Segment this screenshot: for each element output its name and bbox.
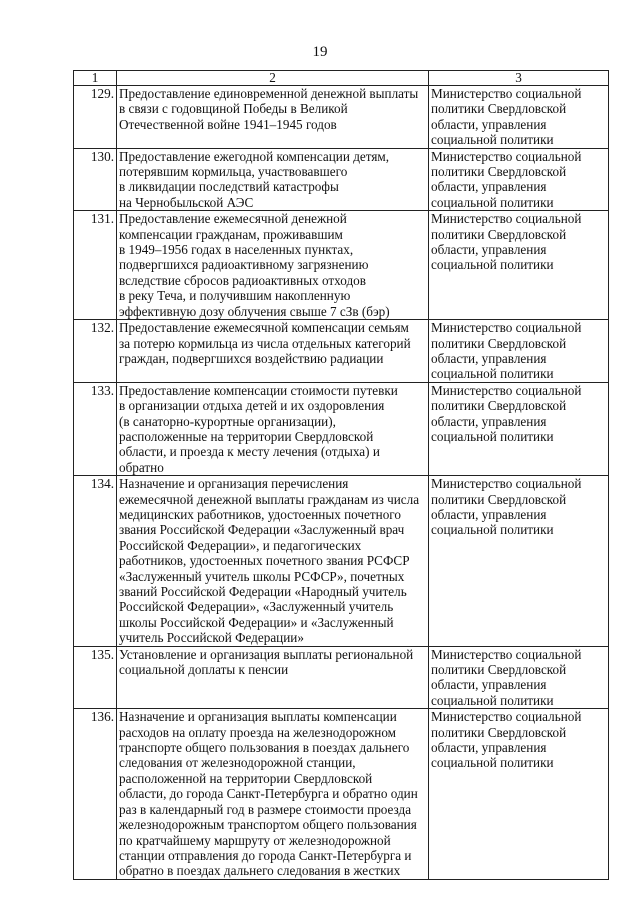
service-name-line: по кратчайшему маршруту от железнодорожной	[119, 832, 391, 848]
authority-line: политики Свердловской	[431, 335, 567, 351]
service-name-line: в организации отдыха детей и их оздоровления	[119, 398, 385, 414]
authority-line: области, управления	[431, 350, 547, 366]
authority-line: Министерство социальной	[431, 476, 582, 492]
row-number: 135.	[74, 646, 117, 709]
service-name-line: в 1949–1956 годах в населенных пунктах,	[119, 242, 354, 258]
authority-line: социальной политики	[431, 428, 554, 444]
services-table	[73, 70, 609, 880]
service-name-line: эффективную дозу облучения свыше 7 сЗв (бэр)	[119, 303, 390, 319]
service-name-line: раз в календарный год в размере стоимости проезда	[119, 801, 412, 817]
authority-line: социальной политики	[431, 522, 554, 538]
authority-line: области, управления	[431, 740, 547, 756]
service-name-line: работников, удостоенных почетного звания РСФСР	[119, 553, 410, 569]
table-row	[74, 320, 609, 383]
authority-cell	[429, 320, 609, 383]
service-name-line: Отечественной войне 1941–1945 годов	[119, 116, 337, 132]
column-header-3: 3	[429, 71, 609, 86]
authority-line: области, управления	[431, 506, 547, 522]
authority-line: социальной политики	[431, 692, 554, 708]
table-header-row	[74, 71, 609, 86]
table-body	[74, 86, 609, 880]
service-name-line: на Чернобыльской АЭС	[119, 194, 254, 210]
service-name-line: области, и проезда к месту лечения (отдыха) и	[119, 444, 380, 460]
service-name-line: в связи с годовщиной Победы в Великой	[119, 101, 348, 117]
service-name-line: расположенные на территории Свердловской	[119, 428, 374, 444]
service-name-line: Предоставление ежемесячной компенсации семьям	[119, 320, 409, 336]
service-name-line: Предоставление ежемесячной денежной	[119, 211, 347, 227]
authority-line: политики Свердловской	[431, 724, 567, 740]
service-name-cell	[117, 646, 429, 709]
service-name-line: звания Российской Федерации «Заслуженный врач	[119, 522, 405, 538]
row-number: 130.	[74, 148, 117, 211]
service-name-line: Установление и организация выплаты региональной	[119, 646, 414, 662]
row-number: 132.	[74, 320, 117, 383]
table-row	[74, 476, 609, 646]
row-number: 133.	[74, 382, 117, 475]
authority-line: политики Свердловской	[431, 164, 567, 180]
service-name-cell	[117, 86, 429, 149]
service-name-cell	[117, 320, 429, 383]
service-name-line: подвергшихся радиоактивному загрязнению	[119, 257, 369, 273]
authority-cell	[429, 476, 609, 646]
service-name-line: станции отправления до города Санкт-Петербурга и	[119, 847, 412, 863]
service-name-line: граждан, подвергшихся воздействию радиации	[119, 350, 384, 366]
authority-cell	[429, 646, 609, 709]
service-name-line: школы Российской Федерации» и «Заслуженный	[119, 614, 394, 630]
service-name-line: расходов на оплату проезда на железнодорожном	[119, 724, 397, 740]
service-name-line: железнодорожным транспортом общего пользования	[119, 817, 417, 833]
service-name-line: расположенной на территории Свердловской	[119, 770, 373, 786]
authority-line: Министерство социальной	[431, 382, 582, 398]
service-name-line: Предоставление единовременной денежной выплаты	[119, 86, 419, 101]
authority-cell	[429, 382, 609, 475]
service-name-line: «Заслуженный учитель школы РСФСР», почетных	[119, 568, 405, 584]
authority-line: Министерство социальной	[431, 148, 582, 164]
service-name-line: социальной доплаты к пенсии	[119, 662, 289, 678]
service-name-line: Назначение и организация перечисления	[119, 476, 349, 492]
service-name-cell	[117, 211, 429, 320]
table-row	[74, 382, 609, 475]
authority-cell	[429, 211, 609, 320]
service-name-line: учитель Российской Федерации»	[119, 630, 304, 646]
service-name-line: медицинских работников, удостоенных почетного	[119, 506, 401, 522]
authority-line: Министерство социальной	[431, 211, 582, 227]
authority-cell	[429, 709, 609, 879]
authority-cell	[429, 148, 609, 211]
service-name-line: в реку Теча, и получившим накопленную	[119, 288, 351, 304]
column-header-2: 2	[117, 71, 429, 86]
authority-line: политики Свердловской	[431, 491, 567, 507]
authority-line: Министерство социальной	[431, 86, 582, 101]
service-name-line: Российской Федерации», и педагогических	[119, 537, 362, 553]
service-name-cell	[117, 709, 429, 879]
column-header-1: 1	[74, 71, 117, 86]
service-name-line: следования от железнодорожной станции,	[119, 755, 356, 771]
table-row	[74, 211, 609, 320]
authority-line: политики Свердловской	[431, 101, 567, 117]
authority-line: области, управления	[431, 179, 547, 195]
page-number: 19	[312, 44, 328, 60]
authority-line: области, управления	[431, 242, 547, 258]
table-row	[74, 148, 609, 211]
authority-line: политики Свердловской	[431, 398, 567, 414]
service-name-line: Предоставление ежегодной компенсации детям,	[119, 148, 390, 164]
service-name-line: званий Российской Федерации «Народный учитель	[119, 584, 407, 599]
authority-line: Министерство социальной	[431, 320, 582, 336]
row-number: 131.	[74, 211, 117, 320]
row-number: 136.	[74, 709, 117, 879]
service-name-line: Российской Федерации», «Заслуженный учитель	[119, 599, 394, 615]
service-name-line: (в санаторно-курортные организации),	[119, 413, 336, 429]
service-name-cell	[117, 148, 429, 211]
table-row	[74, 709, 609, 879]
authority-line: социальной политики	[431, 194, 554, 210]
table-row	[74, 646, 609, 709]
row-number: 129.	[74, 86, 117, 149]
service-name-line: области, до города Санкт-Петербурга и обратно один	[119, 786, 418, 802]
authority-line: социальной политики	[431, 257, 554, 273]
authority-line: области, управления	[431, 677, 547, 693]
authority-line: области, управления	[431, 413, 547, 429]
service-name-line: транспорте общего пользования в поездах дальнего	[119, 740, 410, 756]
authority-line: социальной политики	[431, 132, 554, 148]
service-name-line: потерявшим кормильца, участвовавшего	[119, 164, 348, 180]
service-name-cell	[117, 382, 429, 475]
service-name-line: в ликвидации последствий катастрофы	[119, 179, 339, 195]
authority-line: социальной политики	[431, 755, 554, 771]
table-row	[74, 86, 609, 149]
service-name-line: компенсации гражданам, проживавшим	[119, 226, 343, 242]
service-name-line: Предоставление компенсации стоимости путевки	[119, 382, 398, 398]
service-name-line: вследствие сбросов радиоактивных отходов	[119, 272, 367, 288]
authority-line: области, управления	[431, 116, 547, 132]
service-name-line: обратно в поездах дальнего следования в жестких	[119, 863, 401, 879]
authority-line: Министерство социальной	[431, 709, 582, 725]
service-name-cell	[117, 476, 429, 646]
authority-line: политики Свердловской	[431, 662, 567, 678]
service-name-line: за потерю кормильца из числа отдельных категорий	[119, 335, 411, 351]
service-name-line: Назначение и организация выплаты компенсации	[119, 709, 397, 725]
authority-line: социальной политики	[431, 366, 554, 382]
authority-line: политики Свердловской	[431, 226, 567, 242]
authority-cell	[429, 86, 609, 149]
authority-line: Министерство социальной	[431, 646, 582, 662]
service-name-line: обратно	[119, 459, 164, 475]
service-name-line: ежемесячной денежной выплаты гражданам из числа	[119, 491, 420, 507]
row-number: 134.	[74, 476, 117, 646]
